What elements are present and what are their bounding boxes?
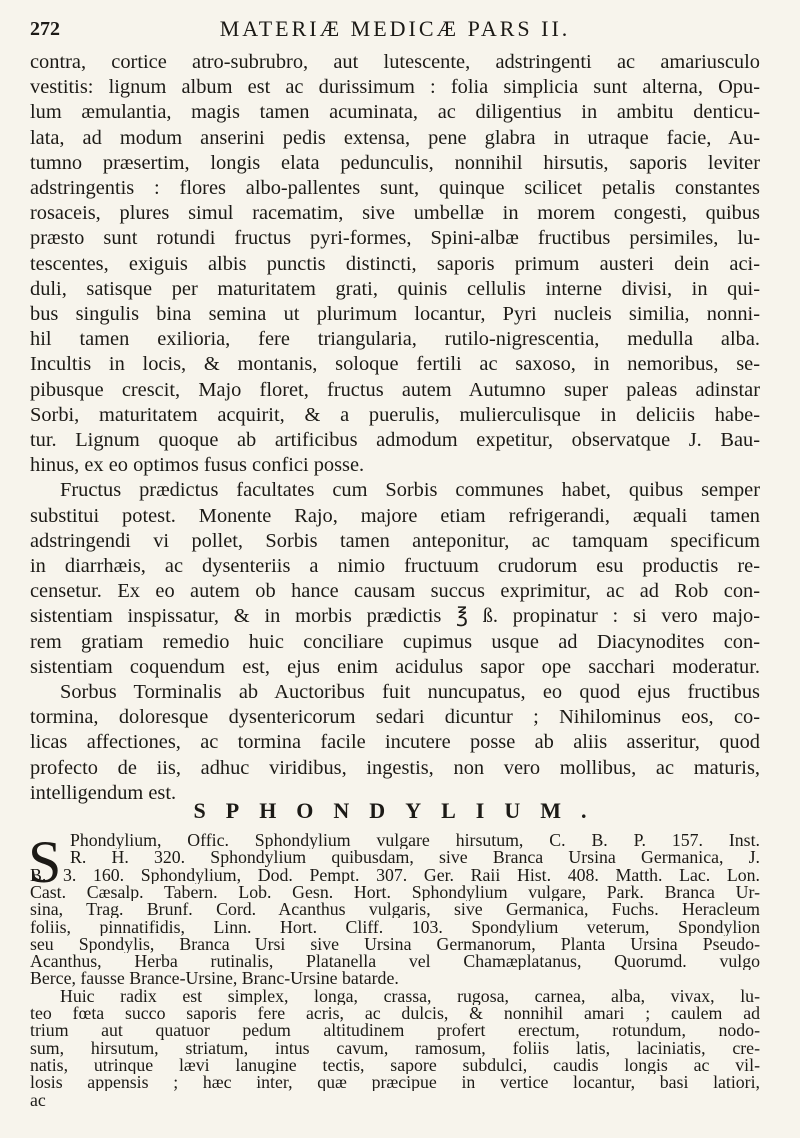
text-line: tumno præsertim, longis elata pedunculis, nonnihil hirsutis, saporis leviter	[30, 151, 760, 174]
text-line: natis, utrinque lævi lanugine tectis, sapore subdulci, caudis longis ac vil-	[30, 1056, 760, 1075]
text-line: seu Spondylis, Branca Ursi sive Ursina Germanorum, Planta Ursina Pseudo-	[30, 935, 760, 954]
text-line: pibusque crescit, Majo floret, fructus autem Autumno super paleas adinstar	[30, 378, 760, 401]
section-heading: SPHONDYLIUM.	[193, 798, 607, 823]
text-line: Huic radix est simplex, longa, crassa, rugosa, carnea, alba, vivax, lu-	[60, 987, 760, 1005]
text-line: hinus, ex eo optimos fusus confici posse.	[30, 454, 365, 477]
text-line: Acanthus, Herba rutinalis, Platanella vel Chamæplatanus, Quorumd. vulgo	[30, 953, 760, 971]
text-line: losis appensis ; hæc inter, quæ præcipue in vertice locantur, basi latiori,	[30, 1074, 760, 1092]
text-line: teo fœta succo saporis fere acris, ac dulcis, & nonnihil amari ; caulem ad	[30, 1005, 760, 1023]
text-line: sum, hirsutum, striatum, intus cavum, ramosum, foliis latis, laciniatis, cre-	[30, 1039, 760, 1057]
page-number: 272	[30, 18, 60, 40]
text-line: præsto sunt rotundi fructus pyri-formes, Spini-albæ fructibus persimiles, lu-	[30, 227, 760, 250]
text-line: tormina, doloresque dysentericorum sedari dicuntur ; Nihilominus eos, co-	[30, 706, 760, 729]
text-line: lata, ad modum anserini pedis extensa, pene glabra in utraque facie, Au-	[30, 126, 760, 149]
text-line: intelligendum est.	[30, 781, 177, 804]
text-line: licas affectiones, ac tormina facile incutere posse ab aliis asseritur, quod	[30, 731, 760, 754]
text-line: profecto de iis, adhuc viridibus, ingestis, non vero mollibus, ac maturis,	[30, 756, 760, 779]
text-line: rem gratiam remedio huic conciliare cupimus usque ad Diacynodites con-	[30, 630, 760, 653]
text-line: duli, satisque per maturitatem grati, quinis cellulis interne divisi, in qui-	[30, 277, 760, 300]
text-line: foliis, pinnatifidis, Linn. Hort. Cliff. 103. Spondylium veterum, Spondylion	[30, 918, 760, 936]
text-line: Cast. Cæsalp. Tabern. Lob. Gesn. Hort. Sphondylium vulgare, Park. Branca Ur-	[30, 883, 760, 902]
text-line: Berce, fausse Brance-Ursine, Branc-Ursine batarde.	[30, 970, 399, 988]
page-header	[30, 8, 760, 44]
text-line: sistentiam inspissatur, & in morbis prædictis ℥ ß. propinatur : si vero majo-	[30, 605, 760, 628]
text-line: in diarrhæis, ac dysenteriis a nimio fructuum crudorum esu productis re-	[30, 555, 760, 577]
text-line: vestitis: lignum album est ac durissimum : folia simplicia sunt alterna, Opu-	[30, 76, 760, 99]
text-line: sistentiam coquendum est, ejus enim acidulus sapor ope sacchari moderatur.	[30, 655, 760, 678]
text-line: trium aut quatuor pedum altitudinem profert erectum, rotundum, nodo-	[30, 1022, 760, 1040]
text-line: adstringendi vi pollet, Sorbis tamen anteponitur, ac tamquam specificum	[30, 529, 760, 552]
text-line: lum æmulantia, magis tamen acuminata, ac diligentius in ambitu denticu-	[30, 101, 760, 124]
text-line: bus singulis bina semina ut plurimum locantur, Pyri nucleis similia, nonni-	[30, 303, 760, 325]
text-line: substitui potest. Monente Rajo, majore etiam refrigerandi, æquali tamen	[30, 504, 760, 527]
text-line: tur. Lignum quoque ab artificibus admodum expetitur, observatque J. Bau-	[30, 429, 760, 451]
text-line: censetur. Ex eo autem ob hance causam succus exprimitur, ac ad Rob con-	[30, 580, 760, 603]
text-line: Sorbi, maturitatem acquirit, & a puerulis, mulierculisque in deliciis habe-	[30, 403, 760, 426]
text-line: contra, cortice atro-subrubro, aut lutescente, adstringenti ac amariusculo	[30, 51, 760, 73]
text-line: Phondylium, Offic. Sphondylium vulgare hirsutum, C. B. P. 157. Inst.	[70, 832, 760, 850]
drop-cap: S	[28, 829, 62, 895]
text-line: R. H. 320. Sphondylium quibusdam, sive Branca Ursina Germanica, J.	[70, 849, 760, 867]
text-line: Incultis in locis, & montanis, soloque fertili ac saxoso, in nemoribus, se-	[30, 353, 760, 376]
text-line: sina, Trag. Brunf. Cord. Acanthus vulgaris, sive Germanica, Fuchs. Heracleum	[30, 901, 760, 919]
running-title: MATERIÆ MEDICÆ PARS II.	[219, 16, 571, 41]
text-line: tescentes, exiguis albis punctis distincti, saporis primum austeri dein aci-	[30, 252, 760, 275]
text-line: B. 3. 160. Sphondylium, Dod. Pempt. 307. Ger. Raii Hist. 408. Matth. Lac. Lon.	[30, 866, 760, 884]
text-line: Sorbus Torminalis ab Auctoribus fuit nuncupatus, eo quod ejus fructibus	[60, 681, 760, 703]
text-line: adstringentis : flores albo-pallentes sunt, quinque scilicet petalis constantes	[30, 177, 760, 199]
text-line: Fructus prædictus facultates cum Sorbis communes habet, quibus semper	[60, 479, 760, 502]
text-line: hil tamen exilioria, fere triangularia, rutilo-nigrescentia, medulla alba.	[30, 328, 760, 351]
text-line: rosaceis, plures simul racematim, sive umbellæ in morem congesti, quibus	[30, 202, 760, 225]
text-line: ac	[30, 1091, 46, 1109]
